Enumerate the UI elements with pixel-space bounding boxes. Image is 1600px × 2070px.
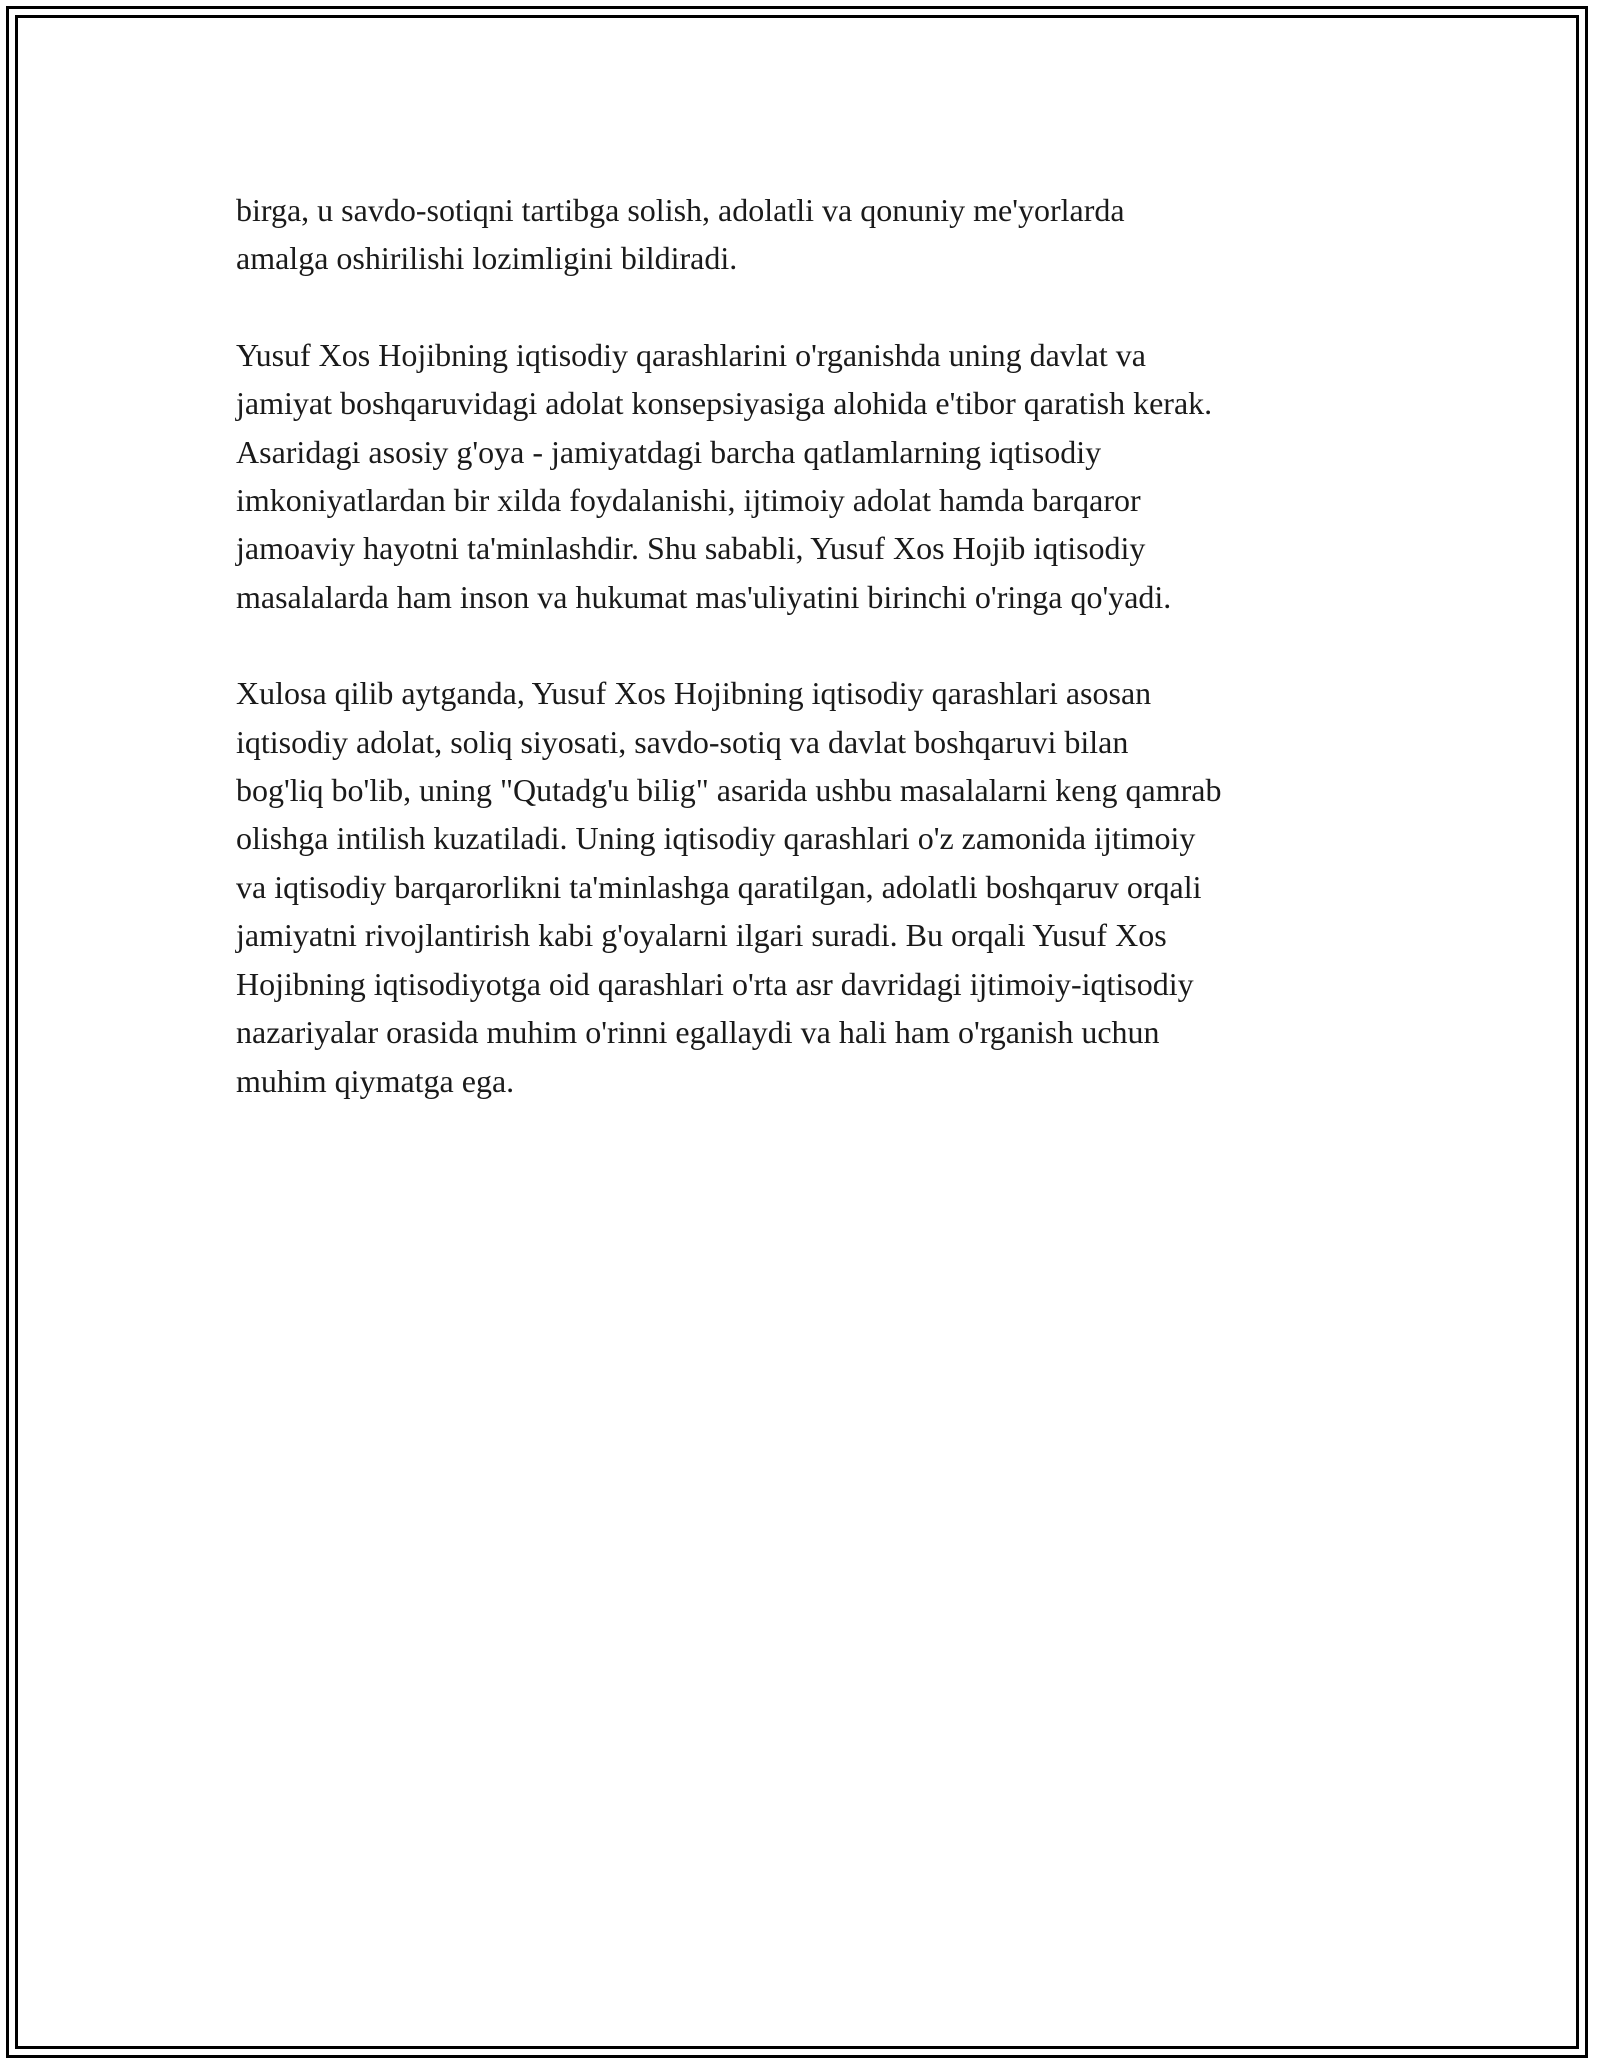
paragraph-3: Xulosa qilib aytganda, Yusuf Xos Hojibning iqtisodiy qarashlari asosan iqtisodiy adolat, soliq siyosati, savdo-sotiq va davlat boshqaruvi bilan bog'liq bo'lib, uning "Qutadg'u bilig" asarida ushbu masalalarni keng qamrab olishga intilish kuzatiladi. Uning iqtisodiy qarashlari o'z zamonida ijtimoiy va iqtisodiy barqarorlikni ta'minlashga qaratilgan, adolatli boshqaruv orqali jamiyatni rivojlantirish kabi g'oyalarni ilgari suradi. Bu orqali Yusuf Xos Hojibning iqtisodiyotga oid qarashlari o'rta asr davridagi ijtimoiy-iqtisodiy nazariyalar orasida muhim o'rinni egallaydi va hali ham o'rganish uchun muhim qiymatga ega. (236, 675, 1222, 1099)
paragraph-1: birga, u savdo-sotiqni tartibga solish, adolatli va qonuniy me'yorlarda amalga oshirilishi lozimligini bildiradi. (236, 192, 1125, 277)
paragraph-2: Yusuf Xos Hojibning iqtisodiy qarashlarini o'rganishda uning davlat va jamiyat boshqaruvidagi adolat konsepsiyasiga alohida e'tibor qaratish kerak. Asaridagi asosiy g'oya - jamiyatdagi barcha qatlamlarning iqtisodiy imkoniyatlardan bir xilda foydalanishi, ijtimoiy adolat hamda barqaror jamoaviy hayotni ta'minlashdir. Shu sababli, Yusuf Xos Hojib iqtisodiy masalalarda ham inson va hukumat mas'uliyatini birinchi o'ringa qo'yadi. (236, 336, 1213, 615)
document-body (236, 186, 1416, 1153)
